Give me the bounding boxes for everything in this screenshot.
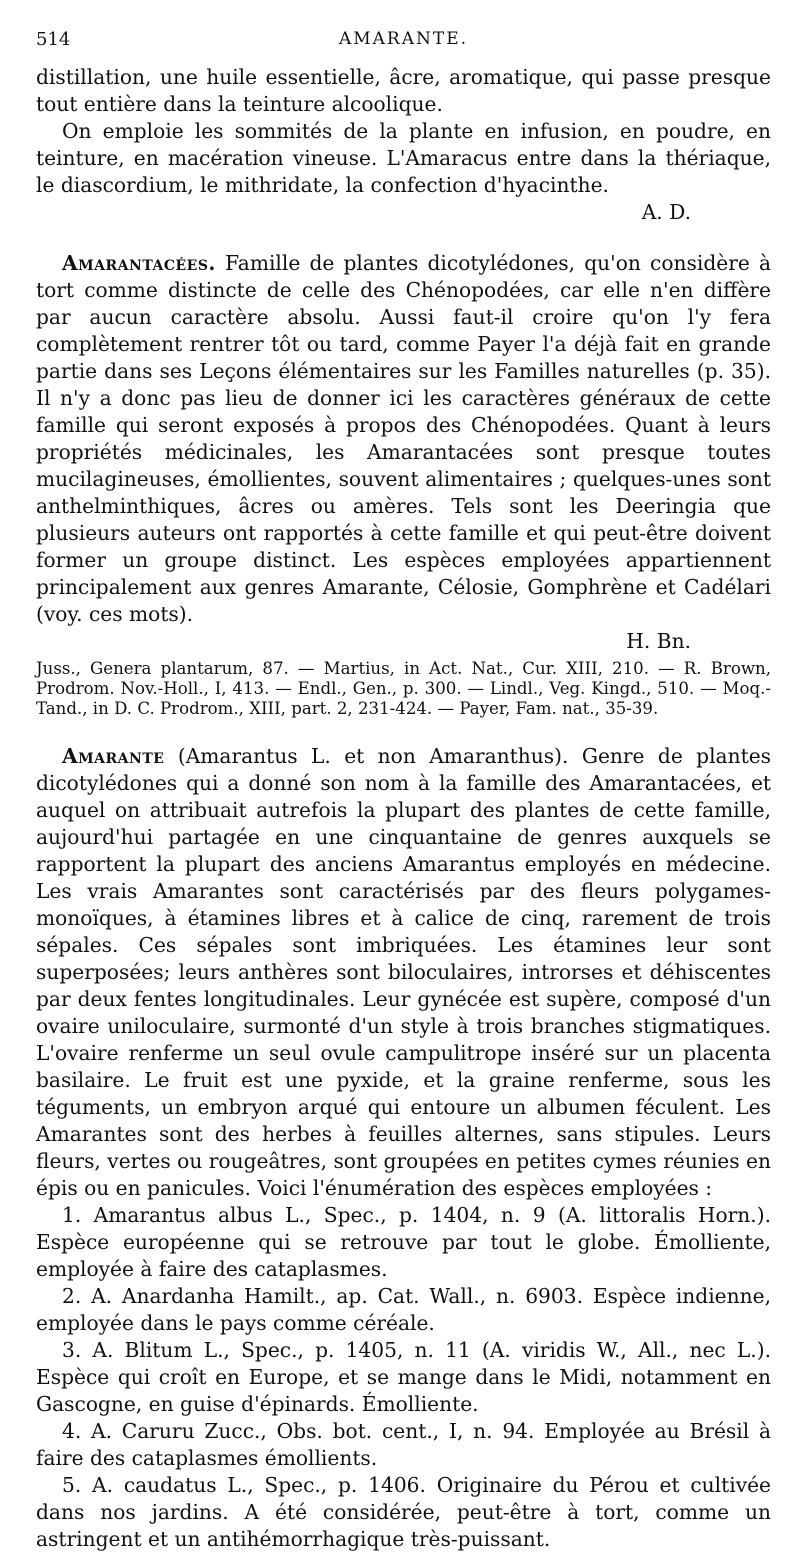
species-entry: 5. A. caudatus L., Spec., p. 1406. Originaire du Pérou et cultivée dans nos jardins. A été considérée, peut-être à tort, comme un astringent et un antihémorrhagique très-puissant. xyxy=(36,1473,771,1551)
article-amarante xyxy=(36,743,771,1553)
article-amarantacees xyxy=(36,250,771,719)
bibliography: Juss., Genera plantarum, 87. — Martius, in Act. Nat., Cur. XIII, 210. — R. Brown, Prodrom. Nov.-Holl., I, 413. — Endl., Gen., p. 300. — Lindl., Veg. Kingd., 510. — Moq.-Tand., in D. C. Prodrom., XIII, part. 2, 231-424. — Payer, Fam. nat., 35-39. xyxy=(36,659,771,718)
running-head xyxy=(36,26,771,56)
species-entry: 4. A. Caruru Zucc., Obs. bot. cent., I, n. 94. Employée au Brésil à faire des cataplasmes émollients. xyxy=(36,1419,771,1470)
article-text: (Amarantus L. et non Amaranthus). Genre de plantes dicotylédones qui a donné son nom à la famille des Amarantacées, et auquel on attribuait autrefois la plupart des plantes de cette famille, aujourd'hui partagée en une cinquantaine de genres auxquels se rapportent la plupart des anciens Amarantus employés en médecine. Les vrais Amarantes sont caractérisés par des fleurs polygames-monoïques, à étamines libres et à calice de cinq, rarement de trois sépales. Ces sépales sont imbriquées. Les étamines leur sont superposées; leurs anthères sont biloculaires, introrses et déhiscentes par deux fentes longitudinales. Leur gynécée est supère, composé d'un ovaire uniloculaire, surmonté d'un style à trois branches stigmatiques. L'ovaire renferme un seul ovule campulitrope inséré sur un placenta basilaire. Le fruit est une pyxide, et la graine renferme, sous les téguments, un embryon arqué qui entoure un albumen féculent. Les Amarantes sont des herbes à feuilles alternes, sans stipules. Leurs fleurs, vertes ou rougeâtres, sont groupées en petites cymes réunies en épis ou en panicules. Voici l'énumération des espèces employées : xyxy=(36,744,772,1200)
species-entry: 2. A. Anardanha Hamilt., ap. Cat. Wall., n. 6903. Espèce indienne, employée dans le pays comme céréale. xyxy=(36,1284,771,1335)
author-signature: A. D. xyxy=(641,200,691,224)
continuation-paragraph: distillation, une huile essentielle, âcre, aromatique, qui passe presque tout entière dans la teinture alcoolique. xyxy=(36,65,771,116)
species-entry: 1. Amarantus albus L., Spec., p. 1404, n. 9 (A. littoralis Horn.). Espèce européenne qui se retrouve par tout le globe. Émolliente, employée à faire des cataplasmes. xyxy=(36,1203,771,1281)
headword: Amarantacées. xyxy=(62,251,216,275)
continuation-paragraph-2 xyxy=(36,118,771,199)
article-text: Famille de plantes dicotylédones, qu'on considère à tort comme distincte de celle des Chénopodées, car elle n'en diffère par aucun caractère absolu. Aussi faut-il croire qu'on l'y fera complètement rentrer tôt ou tard, comme Payer l'a déjà fait en grande partie dans ses Leçons élémentaires sur les Familles naturelles (p. 35). Il n'y a donc pas lieu de donner ici les caractères généraux de cette famille qui seront exposés à propos des Chénopodées. Quant à leurs propriétés médicinales, les Amarantacées sont presque toutes mucilagineuses, émollientes, souvent alimentaires ; quelques-unes sont anthelminthiques, âcres ou amères. Tels sont les Deeringia que plusieurs auteurs ont rapportés à cette famille et qui peut-être doivent former un groupe distinct. Les espèces employées appartiennent principalement aux genres Amarante, Célosie, Gomphrène et Cadélari (voy. ces mots). xyxy=(36,251,772,626)
species-entry: 3. A. Blitum L., Spec., p. 1405, n. 11 (A. viridis W., All., nec L.). Espèce qui croît en Europe, et se mange dans le Midi, notamment en Gascogne, en guise d'épinards. Émolliente. xyxy=(36,1338,771,1416)
page-number: 514 xyxy=(36,29,71,50)
dictionary-page xyxy=(36,26,771,1553)
author-signature: H. Bn. xyxy=(626,629,691,653)
headword: Amarante xyxy=(62,744,165,768)
running-title: AMARANTE. xyxy=(338,29,469,49)
continuation-text: On emploie les sommités de la plante en infusion, en poudre, en teinture, en macération vineuse. L'Amaracus entre dans la thériaque, le diascordium, le mithridate, la confection d'hyacinthe. xyxy=(36,119,771,197)
